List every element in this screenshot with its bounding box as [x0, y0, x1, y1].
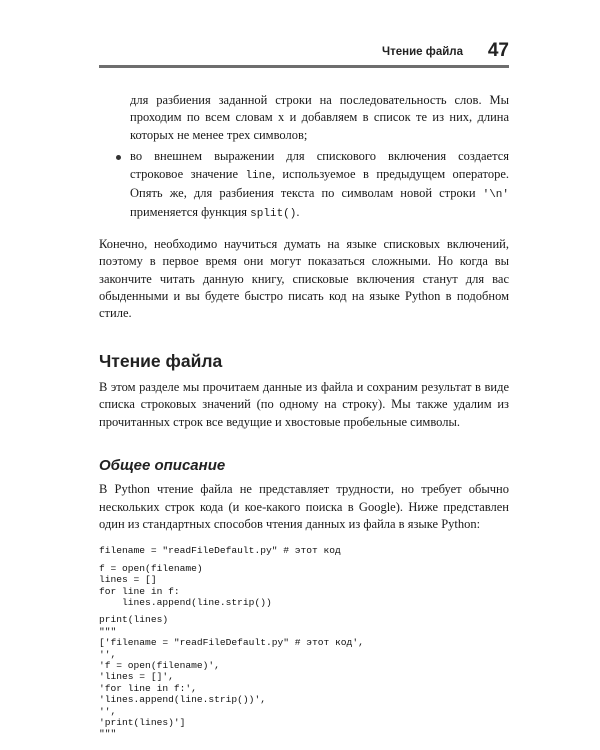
list-item-text: применяется функция: [130, 205, 251, 220]
inline-code: line: [245, 169, 272, 182]
code-line: lines = []: [99, 574, 157, 586]
subsection-paragraph: В Python чтение файла не представляет трудности, но требует обычно нескольких строк кода (и кое-какого поиска в Google). Ниже представлен один из стандартных способов чтения данных из файла в языке Python:: [99, 482, 509, 531]
section-heading: Чтение файла: [99, 350, 223, 371]
list-item: [99, 148, 509, 224]
list-item-text: для разбиения заданной строки на последовательность слов. Мы проходим по всем словам x и добавляем в список те из них, длина которых не менее трех символов;: [130, 93, 509, 142]
code-line: ['filename = "readFileDefault.py" # этот код',: [99, 637, 364, 649]
code-line: 'lines.append(line.strip())',: [99, 694, 266, 706]
header-rule: [99, 65, 509, 68]
code-line: 'print(lines)']: [99, 717, 186, 728]
code-line: 'for line in f:',: [99, 682, 197, 694]
code-line: """: [99, 728, 117, 740]
code-line: print(lines): [99, 614, 169, 626]
list-item-text: во внешнем выражении для спискового включения создается строковое значение: [130, 149, 509, 181]
code-line: """: [99, 625, 117, 637]
header-section-title: Чтение файла: [382, 46, 463, 58]
code-line: f = open(filename): [99, 562, 203, 574]
page-number: 47: [487, 40, 509, 61]
code-line: '',: [99, 705, 117, 717]
code-line: '',: [99, 648, 117, 660]
body-paragraph: Конечно, необходимо научиться думать на языке списковых включений, поэтому в первое время они могут показаться сложными. Но когда вы закончите читать данную книгу, списковые включения станут для вас обыденными и вы будете быстро писать код на языке Python в подобном стиле.: [99, 236, 509, 321]
list-item: [99, 92, 509, 144]
page-content: [99, 92, 509, 740]
code-line: 'f = open(filename)',: [99, 659, 220, 671]
inline-code: split(): [250, 208, 297, 221]
intro-list: [99, 92, 509, 224]
code-line: for line in f:: [99, 585, 180, 597]
inline-code: '\n': [482, 189, 509, 202]
code-line: 'lines = []',: [99, 671, 174, 683]
subsection-heading: Общее описание: [99, 457, 226, 475]
code-line: filename = "readFileDefault.py" # этот код: [99, 545, 341, 557]
bullet-icon: [116, 155, 121, 160]
list-item-text: .: [296, 205, 300, 220]
list-item-text: , используемое в предыдущем операторе. Опять же, для разбиения текста по символам новой строки: [130, 166, 509, 201]
running-header: [99, 38, 509, 68]
code-listing: [99, 545, 509, 740]
code-line: lines.append(line.strip()): [99, 596, 272, 608]
section-paragraph: В этом разделе мы прочитаем данные из файла и сохраним результат в виде списка строковых значений (по одному на строку). Мы также удалим из прочитанных строк все ведущие и хвостовые пробельные символы.: [99, 379, 509, 429]
